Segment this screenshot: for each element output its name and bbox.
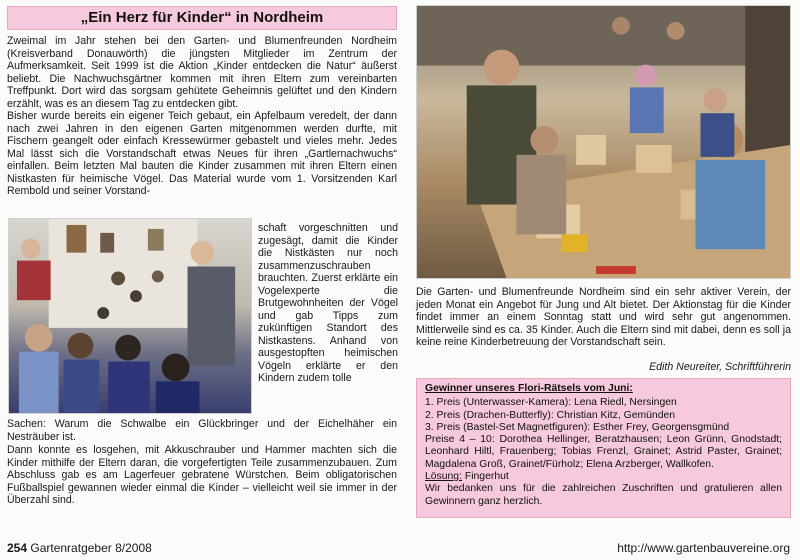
- thanks-text: Wir bedanken uns für die zahlreichen Zuschriften und gratulieren allen Gewinnern ganz herzlich.: [425, 483, 782, 507]
- prize-1: 1. Preis (Unterwasser-Kamera): Lena Riedl, Nersingen: [425, 397, 677, 409]
- solution-label: Lösung:: [425, 471, 462, 483]
- prize-3: 3. Preis (Bastel-Set Magnetfiguren): Esther Frey, Georgensgmünd: [425, 421, 730, 433]
- photo-children-with-bird-expert: [8, 218, 252, 414]
- paragraph-activities: Bisher wurde bereits ein eigener Teich gebaut, ein Apfelbaum veredelt, der dann nach zwei Jahren in den eigenen Garten mitgenommen werden durfte, mit Fischern geangelt oder einfach Kressewürmer gebastelt und vieles mehr. Jedes Mal lässt sich die Vorstandschaft etwas Neues für ihren „Gartlernachwuchs“ einfallen. Beim letzten Mal bauten die Kinder zusammen mit ihren Eltern einen Nistkasten für heimische Vögel. Das Material wurde vom 1. Vorsitzenden Karl Rembold und seiner Vorstand-: [7, 110, 397, 197]
- caption-signature: Edith Neureiter, Schriftführerin: [649, 361, 791, 373]
- photo-caption: Die Garten- und Blumenfreunde Nordheim sind ein sehr aktiver Verein, der jeden Monat ein Angebot für Jung und Alt bietet. Der Aktionstag für die Kinder findet immer an einem Sonntag statt und wird sehr gut angenommen. Mittlerweile sind es ca. 35 Kinder. Auch die Eltern sind mit dabei, denn es soll ja keine reine Kinderbetreuung der Vorstandschaft sein.: [416, 286, 791, 348]
- paragraph-bird-expert: schaft vorgeschnitten und zugesägt, damit die Kinder die Nistkästen nur noch zusammenzuschrauben brauchten. Zuerst erklärte ein Vogelexperte die Brutgewohnheiten der Vögel und gab Tipps zum zukünftigen Standort des Nistkastens. Anhand von ausgestopften heimischen Vögeln erklärte er den Kindern zudem tolle: [258, 222, 398, 384]
- winners-heading: Gewinner unseres Flori-Rätsels vom Juni:: [425, 383, 633, 394]
- solution-line: [425, 471, 782, 483]
- winners-box: [416, 378, 791, 518]
- page-number: 254: [7, 541, 28, 555]
- paragraph-building: Dann konnte es losgehen, mit Akkuschrauber und Hammer machten sich die Kinder mithilfe der Eltern daran, die vorgefertigten Teile zusammenzubauen. Zum Abschluss gab es am Lagerfeuer gebratene Würstchen. Beim obligatorischen Fußballspiel gewannen wieder einmal die Kinder – vielleicht weil sie immer in der Überzahl sind.: [7, 444, 397, 506]
- photo-nest-box-workshop: [416, 5, 791, 279]
- paragraph-intro: Zweimal im Jahr stehen bei den Garten- und Blumenfreunden Nordheim (Kreisverband Donauwörth) die jüngsten Mitglieder im Zentrum der Aufmerksamkeit. Seit 1999 ist die Aktion „Kinder entdecken die Natur“ äußerst beliebt. Die Nachwuchsgärtner kommen mit ihren Eltern zum vereinbarten Treffpunkt. Dort wird das sorgsam gehütete Geheimnis gelüftet und den Kindern erzählt, was es an diesem Tag zu entdecken gibt.: [7, 35, 397, 110]
- prize-2: 2. Preis (Drachen-Butterfly): Christian Kitz, Gemünden: [425, 409, 676, 421]
- article-title: „Ein Herz für Kinder“ in Nordheim: [7, 6, 397, 30]
- footer-url: http://www.gartenbauvereine.org: [617, 541, 790, 555]
- solution-value: Fingerhut: [464, 471, 509, 483]
- paragraph-swallow: Sachen: Warum die Schwalbe ein Glückbringer und der Eichelhäher ein Nesträuber ist.: [7, 418, 397, 443]
- footer-left: [7, 541, 152, 555]
- prizes-4-10: Preise 4 – 10: Dorothea Hellinger, Beratzhausen; Leon Grünn, Gnodstadt; Leonhard Hiltl, Frauenberg; Tobias Frenzl, Grainet; Astrid Paster, Grainet; Magdalena Groß, Grainet/Fürholz; Elena Arzberger, Wallkofen.: [425, 434, 782, 470]
- magazine-issue: Gartenratgeber 8/2008: [30, 541, 152, 555]
